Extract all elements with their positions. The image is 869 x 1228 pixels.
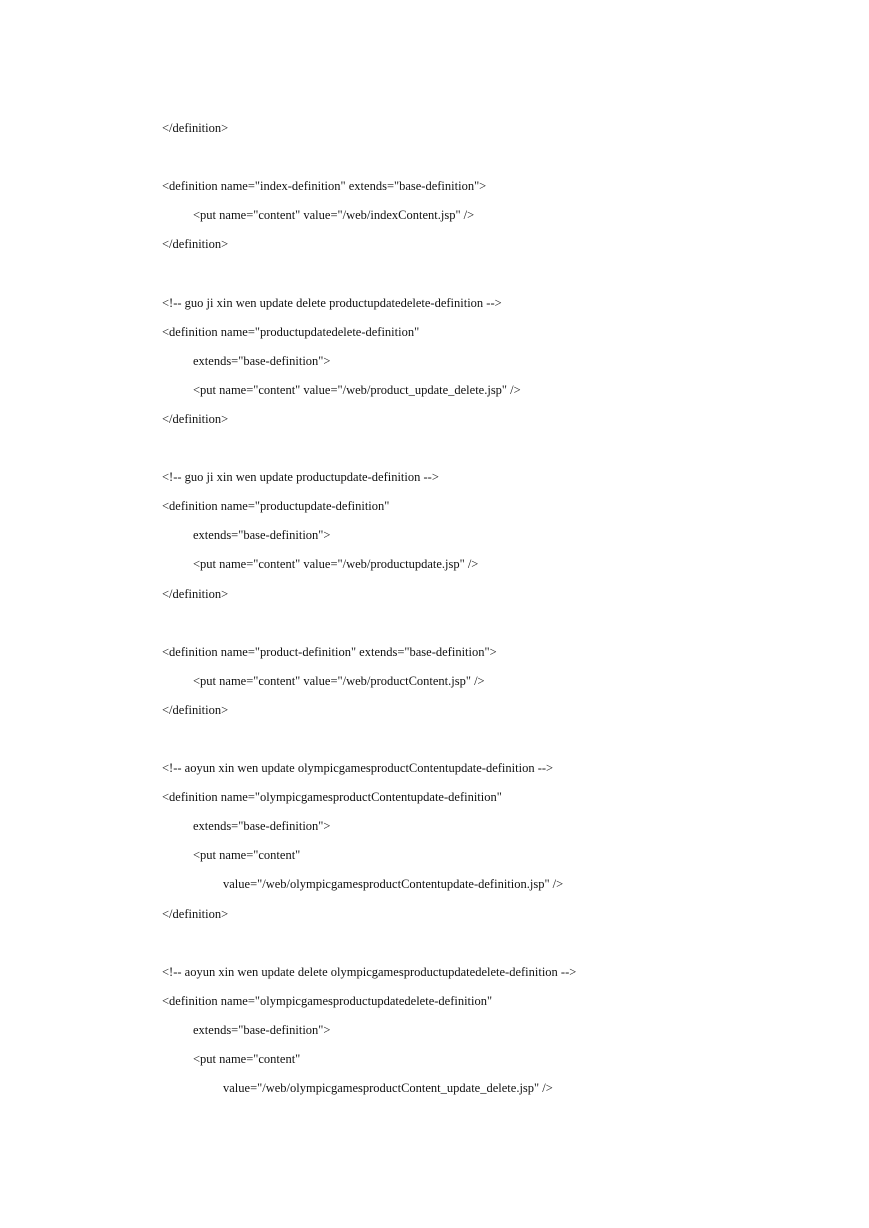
value-attribute: value="/web/olympicgamesproductContentupdate-definition.jsp" /> [223,877,564,892]
blank-line [162,929,842,958]
extends-attribute: extends="base-definition"> [193,353,331,368]
comment-line: <!-- guo ji xin wen update delete productupdatedelete-definition --> [162,295,502,310]
extends-attribute: extends="base-definition"> [193,528,331,543]
definition-close-tag: </definition> [162,906,229,921]
definition-open-tag: <definition name="productupdatedelete-definition" [162,324,420,339]
comment-line: <!-- aoyun xin wen update olympicgamesproductContentupdate-definition --> [162,761,554,776]
blank-line [162,725,842,754]
put-tag: <put name="content" value="/web/productupdate.jsp" /> [193,557,479,572]
put-tag: <put name="content" [193,1052,301,1066]
value-attribute: value="/web/olympicgamesproductContent_update_delete.jsp" /> [223,1081,553,1096]
extends-attribute: extends="base-definition"> [193,1022,331,1037]
blank-line [162,143,842,172]
definition-close-tag: </definition> [162,702,229,717]
comment-line: <!-- aoyun xin wen update delete olympicgamesproductupdatedelete-definition --> [162,964,577,979]
definition-close-tag: </definition> [162,411,229,426]
put-tag: <put name="content" value="/web/product_update_delete.jsp" /> [193,382,521,397]
put-tag: <put name="content" value="/web/productContent.jsp" /> [193,673,485,688]
put-tag: <put name="content" [193,848,301,863]
definition-open-tag: <definition name="olympicgamesproductContentupdate-definition" [162,790,502,805]
definition-open-tag: <definition name="product-definition" extends="base-definition"> [162,644,497,659]
definition-open-tag: <definition name="index-definition" extends="base-definition"> [162,179,487,194]
comment-line: <!-- guo ji xin wen update productupdate-definition --> [162,470,439,485]
definition-close-tag: </definition> [162,121,229,135]
blank-line [162,434,842,463]
blank-line [162,259,842,288]
definition-open-tag: <definition name="olympicgamesproductupdatedelete-definition" [162,993,493,1008]
blank-line [162,609,842,638]
code-listing [162,114,842,1103]
definition-open-tag: <definition name="productupdate-definition" [162,499,390,514]
put-tag: <put name="content" value="/web/indexContent.jsp" /> [193,208,475,223]
definition-close-tag: </definition> [162,586,229,601]
definition-close-tag: </definition> [162,237,229,252]
extends-attribute: extends="base-definition"> [193,819,331,834]
